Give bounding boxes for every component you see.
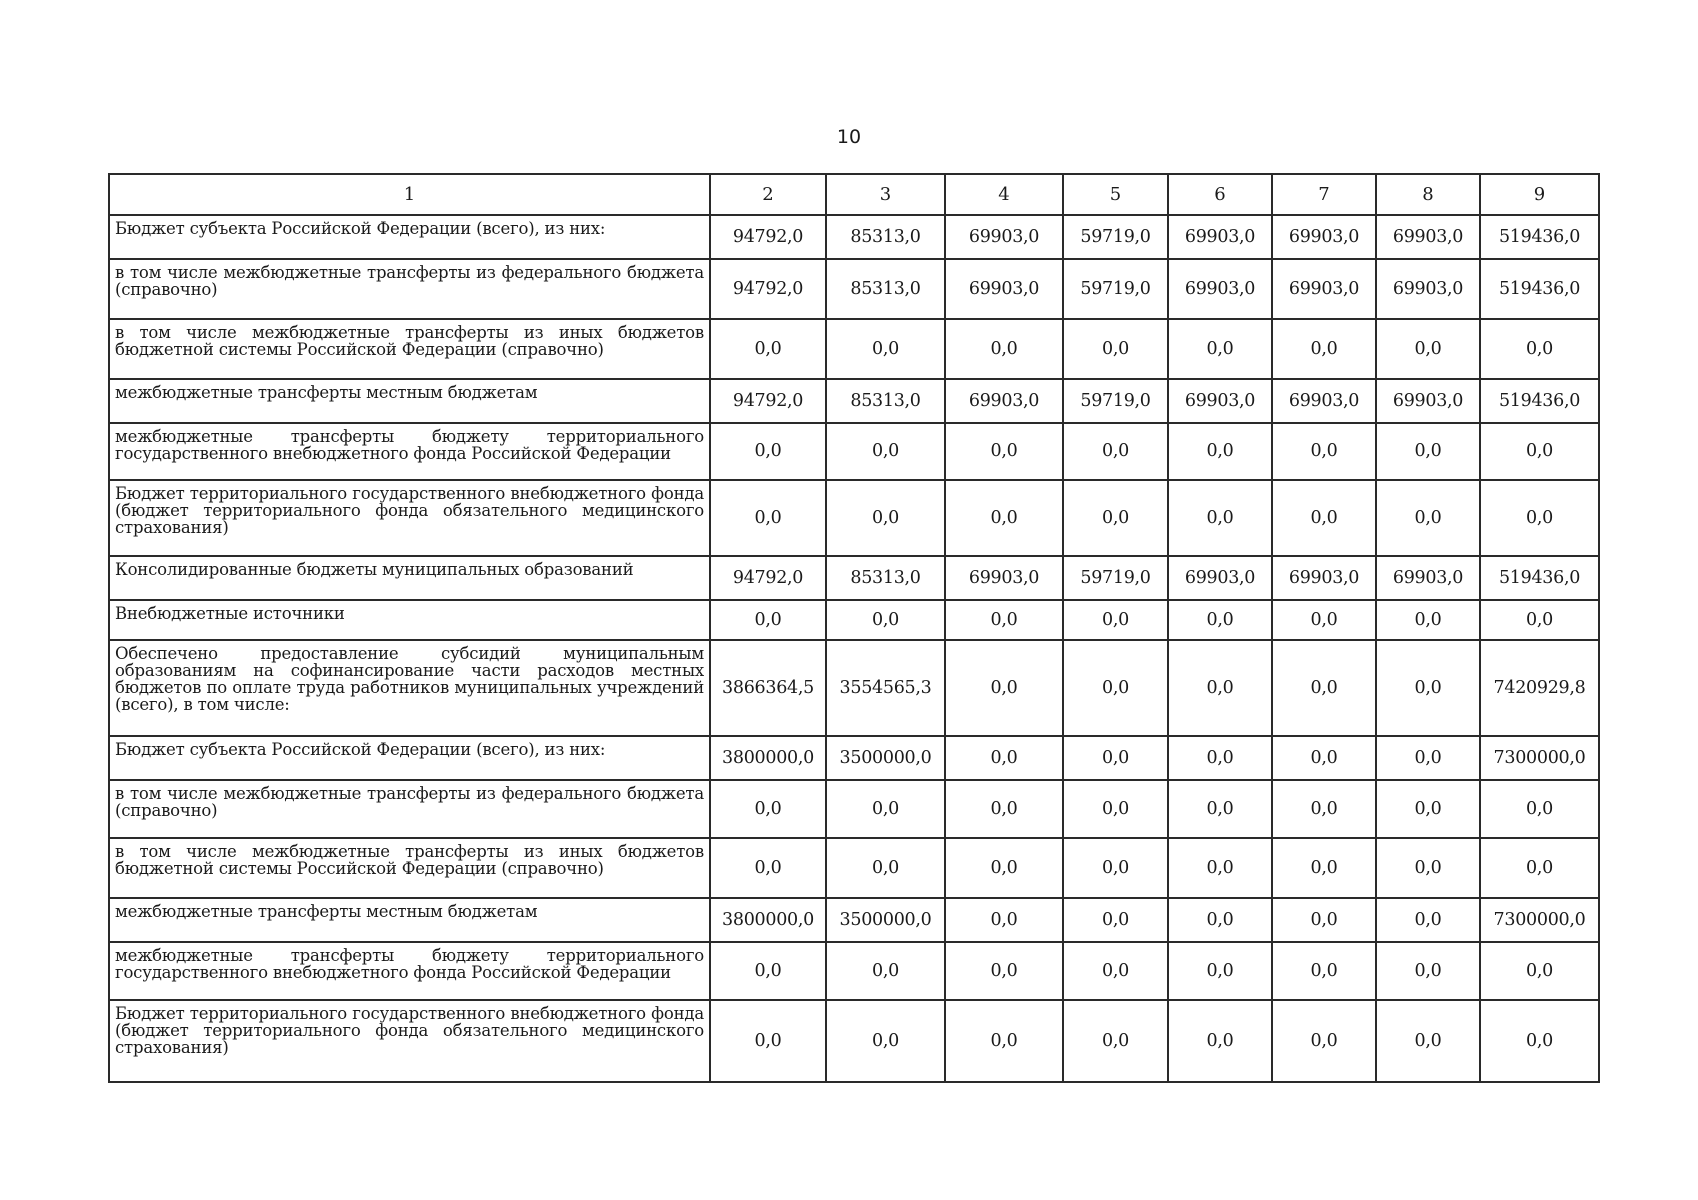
- value-cell: 0,0: [1168, 319, 1272, 379]
- value-cell: 0,0: [1376, 780, 1480, 838]
- value-cell: 69903,0: [1168, 259, 1272, 319]
- table-row: [109, 423, 1599, 480]
- value-cell: 0,0: [1063, 942, 1168, 1000]
- value-cell: 0,0: [710, 600, 826, 640]
- value-cell: 0,0: [945, 1000, 1063, 1082]
- value-cell: 0,0: [945, 600, 1063, 640]
- table-row: [109, 838, 1599, 898]
- value-cell: 0,0: [826, 838, 945, 898]
- value-cell: 69903,0: [945, 215, 1063, 259]
- value-cell: 0,0: [1272, 640, 1376, 736]
- value-cell: 519436,0: [1480, 379, 1599, 423]
- row-label: Внебюджетные источники: [109, 600, 710, 640]
- value-cell: 0,0: [1168, 838, 1272, 898]
- value-cell: 0,0: [710, 838, 826, 898]
- row-label: межбюджетные трансферты бюджету территориального государственного внебюджетного фонда Российской Федерации: [109, 423, 710, 480]
- table-row: [109, 480, 1599, 556]
- value-cell: 519436,0: [1480, 556, 1599, 600]
- page-number: 10: [836, 126, 862, 148]
- value-cell: 69903,0: [1272, 259, 1376, 319]
- value-cell: 0,0: [1063, 423, 1168, 480]
- table-row: [109, 942, 1599, 1000]
- value-cell: 0,0: [1272, 898, 1376, 942]
- value-cell: 0,0: [1376, 600, 1480, 640]
- value-cell: 0,0: [826, 480, 945, 556]
- column-header: 7: [1272, 174, 1376, 215]
- value-cell: 69903,0: [945, 259, 1063, 319]
- row-label: Бюджет территориального государственного внебюджетного фонда (бюджет территориального фонда обязательного медицинского страхования): [109, 1000, 710, 1082]
- row-label: межбюджетные трансферты местным бюджетам: [109, 379, 710, 423]
- value-cell: 69903,0: [1376, 379, 1480, 423]
- table-row: [109, 215, 1599, 259]
- table-row: [109, 259, 1599, 319]
- value-cell: 69903,0: [1376, 259, 1480, 319]
- value-cell: 0,0: [1376, 480, 1480, 556]
- value-cell: 3554565,3: [826, 640, 945, 736]
- row-label: Бюджет территориального государственного внебюджетного фонда (бюджет территориального фонда обязательного медицинского страхования): [109, 480, 710, 556]
- value-cell: 7420929,8: [1480, 640, 1599, 736]
- value-cell: 0,0: [1063, 600, 1168, 640]
- value-cell: 0,0: [1376, 1000, 1480, 1082]
- column-header: 2: [710, 174, 826, 215]
- value-cell: 3800000,0: [710, 898, 826, 942]
- value-cell: 0,0: [1168, 600, 1272, 640]
- value-cell: 0,0: [710, 480, 826, 556]
- value-cell: 0,0: [1063, 319, 1168, 379]
- value-cell: 0,0: [1376, 942, 1480, 1000]
- value-cell: 0,0: [1168, 423, 1272, 480]
- value-cell: 0,0: [1272, 1000, 1376, 1082]
- budget-table: [108, 173, 1600, 1083]
- value-cell: 69903,0: [1272, 556, 1376, 600]
- column-header: 6: [1168, 174, 1272, 215]
- value-cell: 0,0: [1272, 480, 1376, 556]
- table-row: [109, 556, 1599, 600]
- value-cell: 69903,0: [1376, 556, 1480, 600]
- value-cell: 0,0: [1480, 780, 1599, 838]
- value-cell: 0,0: [1272, 423, 1376, 480]
- value-cell: 0,0: [826, 600, 945, 640]
- value-cell: 59719,0: [1063, 379, 1168, 423]
- table-row: [109, 379, 1599, 423]
- column-header: 3: [826, 174, 945, 215]
- value-cell: 0,0: [945, 423, 1063, 480]
- value-cell: 0,0: [1272, 942, 1376, 1000]
- value-cell: 0,0: [1168, 480, 1272, 556]
- value-cell: 0,0: [1168, 640, 1272, 736]
- value-cell: 69903,0: [1272, 379, 1376, 423]
- table-row: [109, 600, 1599, 640]
- table-row: [109, 1000, 1599, 1082]
- value-cell: 69903,0: [1168, 379, 1272, 423]
- value-cell: 0,0: [945, 780, 1063, 838]
- value-cell: 3500000,0: [826, 898, 945, 942]
- value-cell: 0,0: [710, 780, 826, 838]
- value-cell: 0,0: [826, 423, 945, 480]
- value-cell: 0,0: [945, 736, 1063, 780]
- value-cell: 94792,0: [710, 215, 826, 259]
- value-cell: 519436,0: [1480, 259, 1599, 319]
- value-cell: 0,0: [1376, 736, 1480, 780]
- value-cell: 94792,0: [710, 379, 826, 423]
- column-header: 4: [945, 174, 1063, 215]
- value-cell: 0,0: [1063, 736, 1168, 780]
- value-cell: 0,0: [945, 319, 1063, 379]
- table-row: [109, 640, 1599, 736]
- value-cell: 59719,0: [1063, 259, 1168, 319]
- value-cell: 0,0: [945, 942, 1063, 1000]
- value-cell: 3866364,5: [710, 640, 826, 736]
- value-cell: 69903,0: [1168, 556, 1272, 600]
- value-cell: 0,0: [1272, 780, 1376, 838]
- value-cell: 3800000,0: [710, 736, 826, 780]
- value-cell: 0,0: [1063, 780, 1168, 838]
- value-cell: 0,0: [1168, 1000, 1272, 1082]
- value-cell: 69903,0: [1272, 215, 1376, 259]
- column-header: 5: [1063, 174, 1168, 215]
- row-label: в том числе межбюджетные трансферты из федерального бюджета (справочно): [109, 259, 710, 319]
- value-cell: 0,0: [1376, 898, 1480, 942]
- value-cell: 0,0: [1480, 838, 1599, 898]
- value-cell: 519436,0: [1480, 215, 1599, 259]
- value-cell: 0,0: [1063, 1000, 1168, 1082]
- value-cell: 0,0: [826, 942, 945, 1000]
- value-cell: 94792,0: [710, 556, 826, 600]
- value-cell: 0,0: [1063, 838, 1168, 898]
- value-cell: 0,0: [1272, 838, 1376, 898]
- value-cell: 0,0: [1480, 423, 1599, 480]
- value-cell: 0,0: [1480, 480, 1599, 556]
- column-header: 9: [1480, 174, 1599, 215]
- value-cell: 0,0: [1168, 736, 1272, 780]
- row-label: межбюджетные трансферты местным бюджетам: [109, 898, 710, 942]
- value-cell: 85313,0: [826, 259, 945, 319]
- row-label: Обеспечено предоставление субсидий муниципальным образованиям на софинансирование части расходов местных бюджетов по оплате труда работников муниципальных учреждений (всего), в том числе:: [109, 640, 710, 736]
- value-cell: 0,0: [1168, 780, 1272, 838]
- value-cell: 85313,0: [826, 556, 945, 600]
- value-cell: 0,0: [710, 1000, 826, 1082]
- value-cell: 0,0: [945, 838, 1063, 898]
- value-cell: 85313,0: [826, 215, 945, 259]
- table-header-row: [109, 174, 1599, 215]
- table-row: [109, 736, 1599, 780]
- value-cell: 94792,0: [710, 259, 826, 319]
- value-cell: 69903,0: [1376, 215, 1480, 259]
- value-cell: 0,0: [826, 780, 945, 838]
- value-cell: 0,0: [945, 898, 1063, 942]
- value-cell: 0,0: [1376, 838, 1480, 898]
- value-cell: 59719,0: [1063, 215, 1168, 259]
- value-cell: 0,0: [1376, 423, 1480, 480]
- value-cell: 69903,0: [945, 379, 1063, 423]
- value-cell: 0,0: [945, 640, 1063, 736]
- table-row: [109, 898, 1599, 942]
- value-cell: 0,0: [1168, 898, 1272, 942]
- value-cell: 7300000,0: [1480, 898, 1599, 942]
- value-cell: 0,0: [710, 942, 826, 1000]
- value-cell: 0,0: [826, 319, 945, 379]
- value-cell: 0,0: [1480, 1000, 1599, 1082]
- value-cell: 0,0: [710, 319, 826, 379]
- value-cell: 3500000,0: [826, 736, 945, 780]
- value-cell: 7300000,0: [1480, 736, 1599, 780]
- row-label: Бюджет субъекта Российской Федерации (всего), из них:: [109, 215, 710, 259]
- value-cell: 0,0: [1480, 942, 1599, 1000]
- value-cell: 85313,0: [826, 379, 945, 423]
- value-cell: 0,0: [945, 480, 1063, 556]
- table-body: [109, 215, 1599, 1082]
- value-cell: 69903,0: [1168, 215, 1272, 259]
- value-cell: 0,0: [1376, 319, 1480, 379]
- value-cell: 0,0: [1168, 942, 1272, 1000]
- value-cell: 0,0: [1272, 736, 1376, 780]
- value-cell: 0,0: [1272, 600, 1376, 640]
- column-header: 8: [1376, 174, 1480, 215]
- value-cell: 0,0: [1063, 640, 1168, 736]
- value-cell: 0,0: [710, 423, 826, 480]
- row-label: в том числе межбюджетные трансферты из федерального бюджета (справочно): [109, 780, 710, 838]
- value-cell: 0,0: [826, 1000, 945, 1082]
- row-label: в том числе межбюджетные трансферты из иных бюджетов бюджетной системы Российской Федерации (справочно): [109, 838, 710, 898]
- value-cell: 0,0: [1376, 640, 1480, 736]
- value-cell: 59719,0: [1063, 556, 1168, 600]
- row-label: межбюджетные трансферты бюджету территориального государственного внебюджетного фонда Российской Федерации: [109, 942, 710, 1000]
- value-cell: 0,0: [1480, 319, 1599, 379]
- value-cell: 0,0: [1480, 600, 1599, 640]
- value-cell: 69903,0: [945, 556, 1063, 600]
- value-cell: 0,0: [1272, 319, 1376, 379]
- column-header: 1: [109, 174, 710, 215]
- value-cell: 0,0: [1063, 480, 1168, 556]
- row-label: Бюджет субъекта Российской Федерации (всего), из них:: [109, 736, 710, 780]
- value-cell: 0,0: [1063, 898, 1168, 942]
- table-row: [109, 780, 1599, 838]
- row-label: в том числе межбюджетные трансферты из иных бюджетов бюджетной системы Российской Федерации (справочно): [109, 319, 710, 379]
- row-label: Консолидированные бюджеты муниципальных образований: [109, 556, 710, 600]
- table-row: [109, 319, 1599, 379]
